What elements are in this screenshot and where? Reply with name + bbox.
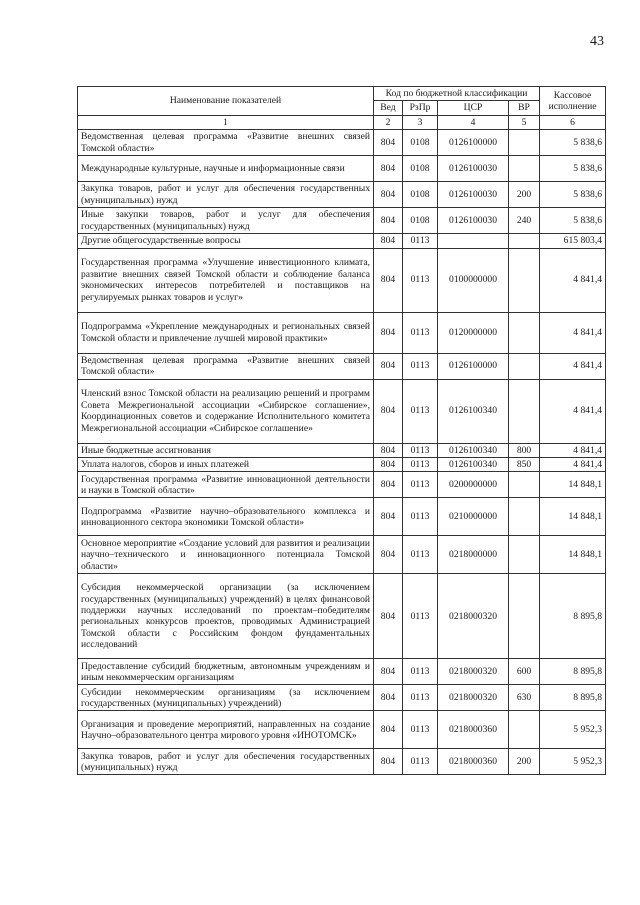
- row-rzpr: 0113: [403, 443, 438, 457]
- row-rzpr: 0113: [403, 574, 438, 659]
- row-name: Субсидии некоммерческим организациям (за исключением государственных (муниципальных) учреждений): [78, 685, 374, 711]
- row-name: Ведомственная целевая программа «Развитие внешних связей Томской области»: [78, 130, 374, 156]
- table-row: [78, 130, 606, 156]
- row-ved: 804: [374, 379, 403, 443]
- row-ved: 804: [374, 443, 403, 457]
- row-vr: [509, 498, 540, 536]
- row-rzpr: 0113: [403, 248, 438, 312]
- header-num-3: 3: [403, 115, 438, 129]
- row-vr: [509, 711, 540, 749]
- table-row: [78, 208, 606, 234]
- row-csr: 0218000320: [438, 685, 509, 711]
- row-vr: [509, 130, 540, 156]
- row-rzpr: 0113: [403, 458, 438, 472]
- row-amount: 14 848,1: [540, 472, 606, 498]
- row-vr: [509, 248, 540, 312]
- table-row: [78, 711, 606, 749]
- row-amount: 8 895,8: [540, 685, 606, 711]
- row-csr: 0126100030: [438, 156, 509, 182]
- row-name: Другие общегосударственные вопросы: [78, 234, 374, 248]
- row-amount: 4 841,4: [540, 353, 606, 379]
- header-num-1: 1: [78, 115, 374, 129]
- row-amount: 4 841,4: [540, 379, 606, 443]
- row-rzpr: 0113: [403, 234, 438, 248]
- row-csr: 0200000000: [438, 472, 509, 498]
- row-csr: 0126100000: [438, 130, 509, 156]
- table-row: [78, 458, 606, 472]
- row-ved: 804: [374, 574, 403, 659]
- budget-table: [77, 86, 606, 775]
- row-ved: 804: [374, 208, 403, 234]
- row-ved: 804: [374, 182, 403, 208]
- header-name: Наименование показателей: [78, 87, 374, 116]
- row-name: Государственная программа «Развитие инновационной деятельности и науки в Томской области»: [78, 472, 374, 498]
- header-num-6: 6: [540, 115, 606, 129]
- table-row: [78, 443, 606, 457]
- row-csr: 0120000000: [438, 312, 509, 353]
- table-row: [78, 353, 606, 379]
- table-row: [78, 536, 606, 574]
- row-name: Подпрограмма «Укрепление международных и региональных связей Томской области и привлечение лучшей мировой практики»: [78, 312, 374, 353]
- table-row: [78, 156, 606, 182]
- row-ved: 804: [374, 685, 403, 711]
- row-rzpr: 0113: [403, 353, 438, 379]
- row-vr: [509, 312, 540, 353]
- row-amount: 615 803,4: [540, 234, 606, 248]
- row-vr: [509, 234, 540, 248]
- row-rzpr: 0113: [403, 749, 438, 775]
- row-amount: 8 895,8: [540, 659, 606, 685]
- row-rzpr: 0108: [403, 182, 438, 208]
- row-ved: 804: [374, 312, 403, 353]
- row-name: Иные закупки товаров, работ и услуг для обеспечения государственных (муниципальных) нужд: [78, 208, 374, 234]
- row-csr: 0218000320: [438, 574, 509, 659]
- row-rzpr: 0108: [403, 208, 438, 234]
- row-name: Ведомственная целевая программа «Развитие внешних связей Томской области»: [78, 353, 374, 379]
- table-row: [78, 749, 606, 775]
- row-vr: 800: [509, 443, 540, 457]
- row-vr: [509, 574, 540, 659]
- header-num-4: 4: [438, 115, 509, 129]
- row-vr: [509, 472, 540, 498]
- row-rzpr: 0108: [403, 156, 438, 182]
- row-ved: 804: [374, 498, 403, 536]
- row-ved: 804: [374, 234, 403, 248]
- row-name: Закупка товаров, работ и услуг для обеспечения государственных (муниципальных) нужд: [78, 182, 374, 208]
- row-ved: 804: [374, 536, 403, 574]
- row-amount: 4 841,4: [540, 443, 606, 457]
- row-csr: 0126100030: [438, 208, 509, 234]
- row-csr: 0218000320: [438, 659, 509, 685]
- table-row: [78, 574, 606, 659]
- row-name: Закупка товаров, работ и услуг для обеспечения государственных (муниципальных) нужд: [78, 749, 374, 775]
- table-row: [78, 685, 606, 711]
- row-rzpr: 0113: [403, 472, 438, 498]
- row-csr: [438, 234, 509, 248]
- row-ved: 804: [374, 248, 403, 312]
- row-amount: 8 895,8: [540, 574, 606, 659]
- row-amount: 5 838,6: [540, 182, 606, 208]
- table-row: [78, 234, 606, 248]
- header-csr: ЦСР: [438, 101, 509, 115]
- table-row: [78, 379, 606, 443]
- row-name: Иные бюджетные ассигнования: [78, 443, 374, 457]
- row-amount: 4 841,4: [540, 458, 606, 472]
- row-csr: 0100000000: [438, 248, 509, 312]
- row-name: Членский взнос Томской области на реализацию решений и программ Совета Межрегиональной ассоциации «Сибирское соглашение», Координационных советов и содержание Исполнительного комитета Межрегиональной ассоциации «Сибирское соглашение»: [78, 379, 374, 443]
- row-vr: 630: [509, 685, 540, 711]
- row-amount: 14 848,1: [540, 536, 606, 574]
- table-row: [78, 498, 606, 536]
- header-rzpr: РзПр: [403, 101, 438, 115]
- row-name: Уплата налогов, сборов и иных платежей: [78, 458, 374, 472]
- row-csr: 0126100340: [438, 458, 509, 472]
- row-csr: 0126100030: [438, 182, 509, 208]
- header-code-group: Код по бюджетной классификации: [374, 87, 540, 101]
- row-ved: 804: [374, 659, 403, 685]
- row-name: Международные культурные, научные и информационные связи: [78, 156, 374, 182]
- row-amount: 5 952,3: [540, 749, 606, 775]
- row-name: Государственная программа «Улучшение инвестиционного климата, развитие внешних связей Томской области и соблюдение баланса экономических интересов потребителей и поставщиков на регулируемых рынках товаров и услуг»: [78, 248, 374, 312]
- row-amount: 4 841,4: [540, 248, 606, 312]
- row-csr: 0218000360: [438, 749, 509, 775]
- row-amount: 5 838,6: [540, 130, 606, 156]
- row-vr: [509, 536, 540, 574]
- table-body: [78, 130, 606, 775]
- row-vr: 600: [509, 659, 540, 685]
- row-csr: 0126100340: [438, 379, 509, 443]
- row-csr: 0210000000: [438, 498, 509, 536]
- row-csr: 0126100340: [438, 443, 509, 457]
- row-ved: 804: [374, 156, 403, 182]
- header-num-5: 5: [509, 115, 540, 129]
- row-vr: [509, 156, 540, 182]
- table-row: [78, 312, 606, 353]
- row-vr: 240: [509, 208, 540, 234]
- row-vr: [509, 353, 540, 379]
- row-csr: 0126100000: [438, 353, 509, 379]
- row-rzpr: 0113: [403, 498, 438, 536]
- row-amount: 4 841,4: [540, 312, 606, 353]
- row-ved: 804: [374, 458, 403, 472]
- row-vr: 850: [509, 458, 540, 472]
- row-name: Основное мероприятие «Создание условий для развития и реализации научно–технического и инновационного потенциала Томской области»: [78, 536, 374, 574]
- row-name: Предоставление субсидий бюджетным, автономным учреждениям и иным некоммерческим организациям: [78, 659, 374, 685]
- row-ved: 804: [374, 472, 403, 498]
- row-rzpr: 0113: [403, 536, 438, 574]
- row-vr: 200: [509, 182, 540, 208]
- page-number: 43: [590, 34, 604, 49]
- header-num-2: 2: [374, 115, 403, 129]
- header-vr: ВР: [509, 101, 540, 115]
- row-ved: 804: [374, 749, 403, 775]
- row-amount: 5 838,6: [540, 156, 606, 182]
- row-amount: 5 952,3: [540, 711, 606, 749]
- row-ved: 804: [374, 353, 403, 379]
- table-row: [78, 182, 606, 208]
- row-amount: 14 848,1: [540, 498, 606, 536]
- row-rzpr: 0113: [403, 659, 438, 685]
- row-csr: 0218000000: [438, 536, 509, 574]
- row-amount: 5 838,6: [540, 208, 606, 234]
- row-name: Организация и проведение мероприятий, направленных на создание Научно–образовательного центра мирового уровня «ИНОТОМСК»: [78, 711, 374, 749]
- row-rzpr: 0113: [403, 711, 438, 749]
- row-ved: 804: [374, 130, 403, 156]
- header-ved: Вед: [374, 101, 403, 115]
- row-vr: 200: [509, 749, 540, 775]
- row-rzpr: 0113: [403, 379, 438, 443]
- table-row: [78, 659, 606, 685]
- table-row: [78, 472, 606, 498]
- row-rzpr: 0108: [403, 130, 438, 156]
- row-csr: 0218000360: [438, 711, 509, 749]
- row-ved: 804: [374, 711, 403, 749]
- row-name: Подпрограмма «Развитие научно–образовательного комплекса и инновационного сектора экономики Томской области»: [78, 498, 374, 536]
- header-amount: Кассовое исполнение: [540, 87, 606, 116]
- table-row: [78, 248, 606, 312]
- row-rzpr: 0113: [403, 312, 438, 353]
- row-rzpr: 0113: [403, 685, 438, 711]
- row-name: Субсидия некоммерческой организации (за исключением государственных (муниципальных) учреждений) в целях финансовой поддержки научных исследований по проектам–победителям региональных конкурсов проектов, проводимых Администрацией Томской области с Российским фондом фундаментальных исследований: [78, 574, 374, 659]
- row-vr: [509, 379, 540, 443]
